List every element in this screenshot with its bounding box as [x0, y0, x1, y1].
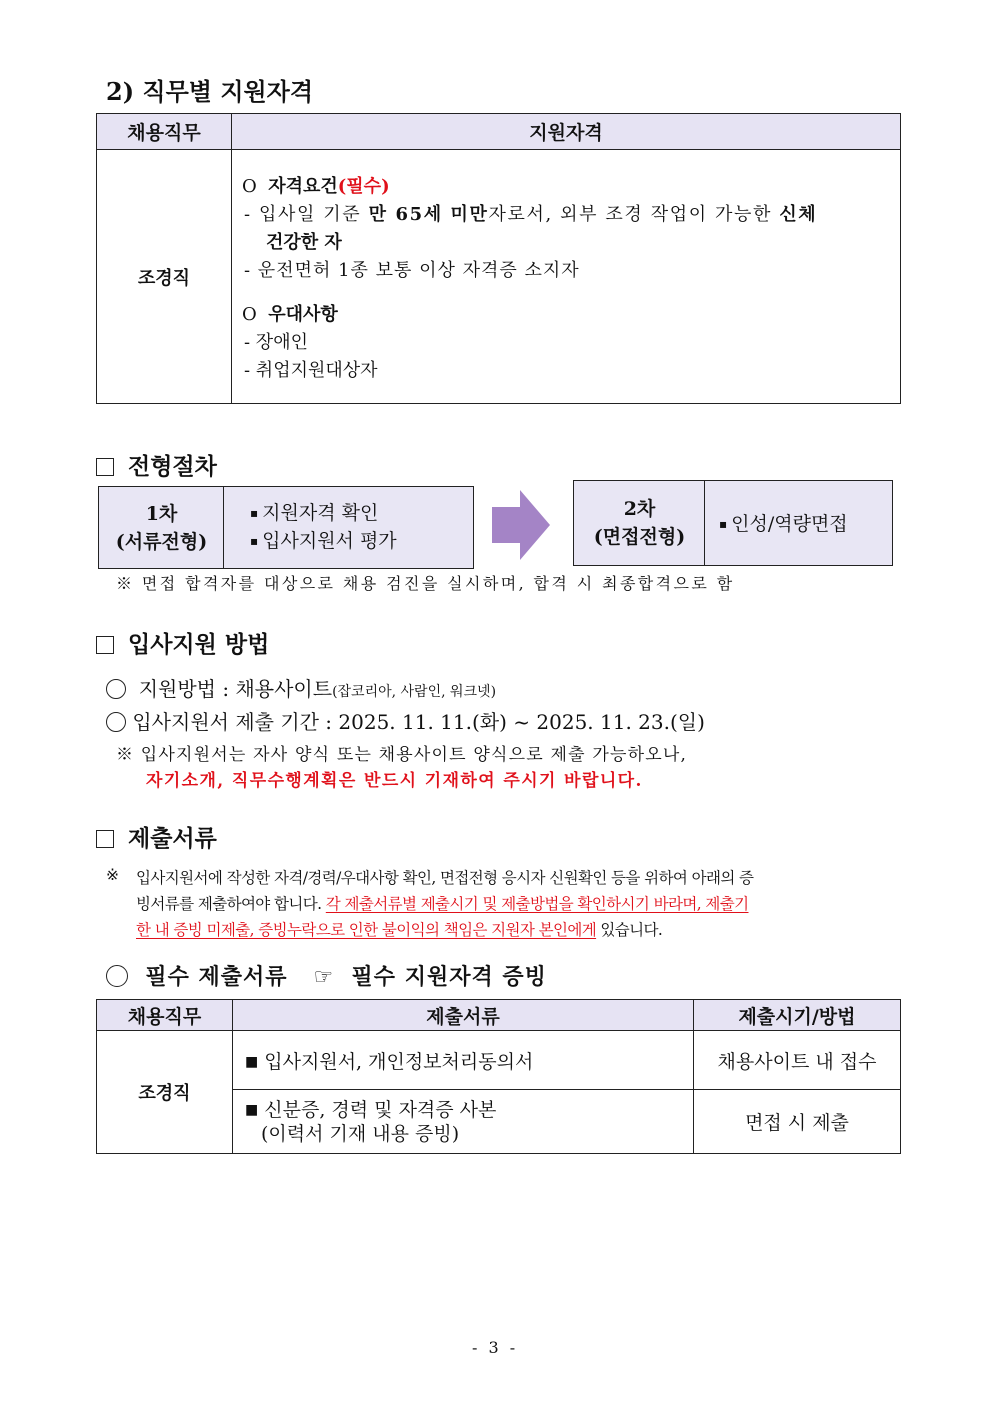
method-label: 지원방법 : — [138, 677, 236, 701]
job-cell: 조경직 — [97, 150, 232, 404]
apply-note-2: 자기소개, 직무수행계획은 반드시 기재하여 주시기 바랍니다. — [146, 771, 643, 791]
requirement-item-2: - 운전면허 1종 보통 이상 자격증 소지자 — [244, 260, 580, 281]
item-text: 입사지원서 평가 — [262, 530, 397, 552]
item-text: 지원자격 확인 — [262, 502, 379, 524]
requirements-label: 자격요건 — [268, 176, 338, 197]
stage1-items-box — [223, 486, 474, 569]
method-value: 채용사이트 — [235, 677, 333, 701]
preference-item-2: - 취업지원대상자 — [244, 360, 378, 381]
bullet-icon: ▪ — [250, 534, 259, 548]
docs-text: 입사지원서, 개인정보처리동의서 — [264, 1050, 534, 1073]
stage2-label-box — [573, 480, 706, 566]
square-bullet-icon: ■ — [245, 1101, 259, 1118]
square-bullet-icon: ■ — [245, 1053, 259, 1070]
apply-period — [106, 706, 705, 735]
stage1-name: (서류전형) — [115, 531, 208, 553]
text: - 입사일 기준 — [244, 204, 369, 225]
col-header-when: 제출시기/방법 — [694, 1000, 901, 1031]
item-text: 인성/역량면접 — [731, 513, 848, 535]
bullet-icon: ▪ — [719, 517, 728, 531]
checkbox-icon — [96, 636, 114, 654]
job-cell: 조경직 — [97, 1031, 233, 1154]
documents-table — [96, 999, 901, 1154]
marker: O — [242, 176, 257, 197]
pointing-hand-icon: ☞ — [313, 965, 335, 990]
apply-method — [106, 673, 496, 702]
circle-bullet-icon — [106, 679, 126, 699]
age-limit: 만 65세 미만 — [368, 204, 489, 225]
apply-title-text: 입사지원 방법 — [128, 631, 270, 658]
stage2-item — [719, 510, 892, 538]
period-text: 입사지원서 제출 기간 : 2025. 11. 11.(화) ~ 2025. 11. 23.(일) — [132, 710, 705, 734]
stage1-item — [250, 527, 473, 555]
emphasis-text: 각 제출서류별 제출시기 및 제출방법을 확인하시기 바라며, 제출기 — [325, 895, 749, 913]
checkbox-icon — [96, 830, 114, 848]
stage2-name: (면접전형) — [593, 526, 686, 548]
when-row-2: 면접 시 제출 — [694, 1090, 901, 1154]
col-header-qualification: 지원자격 — [232, 114, 901, 150]
circle-bullet-icon — [106, 965, 128, 987]
checkbox-icon — [96, 458, 114, 476]
requirement-item-1 — [244, 200, 817, 226]
text: 있습니다. — [596, 921, 663, 939]
circle-bullet-icon — [106, 712, 126, 732]
col-header-job: 채용직무 — [97, 114, 232, 150]
required-docs-heading — [106, 960, 547, 991]
docs-text: 신분증, 경력 및 자격증 사본 — [264, 1098, 497, 1121]
col-header-job: 채용직무 — [97, 1000, 233, 1031]
text: 신체 — [779, 204, 818, 225]
qualification-table — [96, 113, 901, 404]
stage1-number: 1차 — [145, 503, 178, 525]
docs-row-1 — [233, 1031, 694, 1090]
method-sites: (잡코리아, 사람인, 워크넷) — [332, 684, 497, 700]
arrow-right-icon — [492, 490, 550, 560]
marker: O — [242, 304, 257, 325]
docs-title-text: 제출서류 — [128, 825, 217, 852]
qualification-cell — [232, 150, 901, 404]
col-header-docs: 제출서류 — [233, 1000, 694, 1031]
page-number: - 3 - — [472, 1338, 519, 1357]
preference-heading — [242, 300, 338, 326]
section-process-title — [96, 448, 217, 481]
docs-subtext: (이력서 기재 내용 증빙) — [261, 1122, 460, 1145]
process-title-text: 전형절차 — [128, 453, 217, 480]
docs-note-line-1: 입사지원서에 작성한 자격/경력/우대사항 확인, 면접전형 응시자 신원확인 등을 위하여 아래의 증 — [136, 869, 754, 887]
process-note: ※ 면접 합격자를 대상으로 채용 검진을 실시하며, 합격 시 최종합격으로 함 — [116, 574, 735, 593]
required-tag: (필수) — [337, 176, 390, 197]
bullet-icon: ▪ — [250, 506, 259, 520]
stage1-item — [250, 499, 473, 527]
docs-row-2 — [233, 1090, 694, 1154]
requirements-heading — [242, 172, 390, 198]
when-row-1: 채용사이트 내 접수 — [694, 1031, 901, 1090]
stage2-number: 2차 — [623, 498, 656, 520]
apply-note-1: ※ 입사지원서는 자사 양식 또는 채용사이트 양식으로 제출 가능하오나, — [116, 745, 688, 765]
required-docs-subtitle: 필수 지원자격 증빙 — [351, 964, 547, 990]
docs-note-mark: ※ — [106, 866, 119, 884]
text: 자로서, 외부 조경 작업이 가능한 — [488, 204, 780, 225]
docs-note-line-3 — [136, 918, 662, 940]
docs-note-line-2 — [136, 892, 749, 914]
stage2-items-box — [704, 480, 893, 566]
preference-item-1: - 장애인 — [244, 332, 308, 353]
emphasis-text: 한 내 증빙 미제출, 증빙누락으로 인한 불이익의 책임은 지원자 본인에게 — [136, 921, 597, 939]
section-docs-title — [96, 820, 217, 853]
stage1-label-box — [98, 486, 225, 569]
section-qualification-title: 2) 직무별 지원자격 — [106, 77, 314, 106]
required-docs-title: 필수 제출서류 — [145, 964, 288, 990]
requirement-item-1-cont: 건강한 자 — [266, 232, 342, 253]
preference-label: 우대사항 — [268, 304, 338, 325]
section-apply-title — [96, 626, 269, 659]
text: 빙서류를 제출하여야 합니다. — [136, 895, 326, 913]
